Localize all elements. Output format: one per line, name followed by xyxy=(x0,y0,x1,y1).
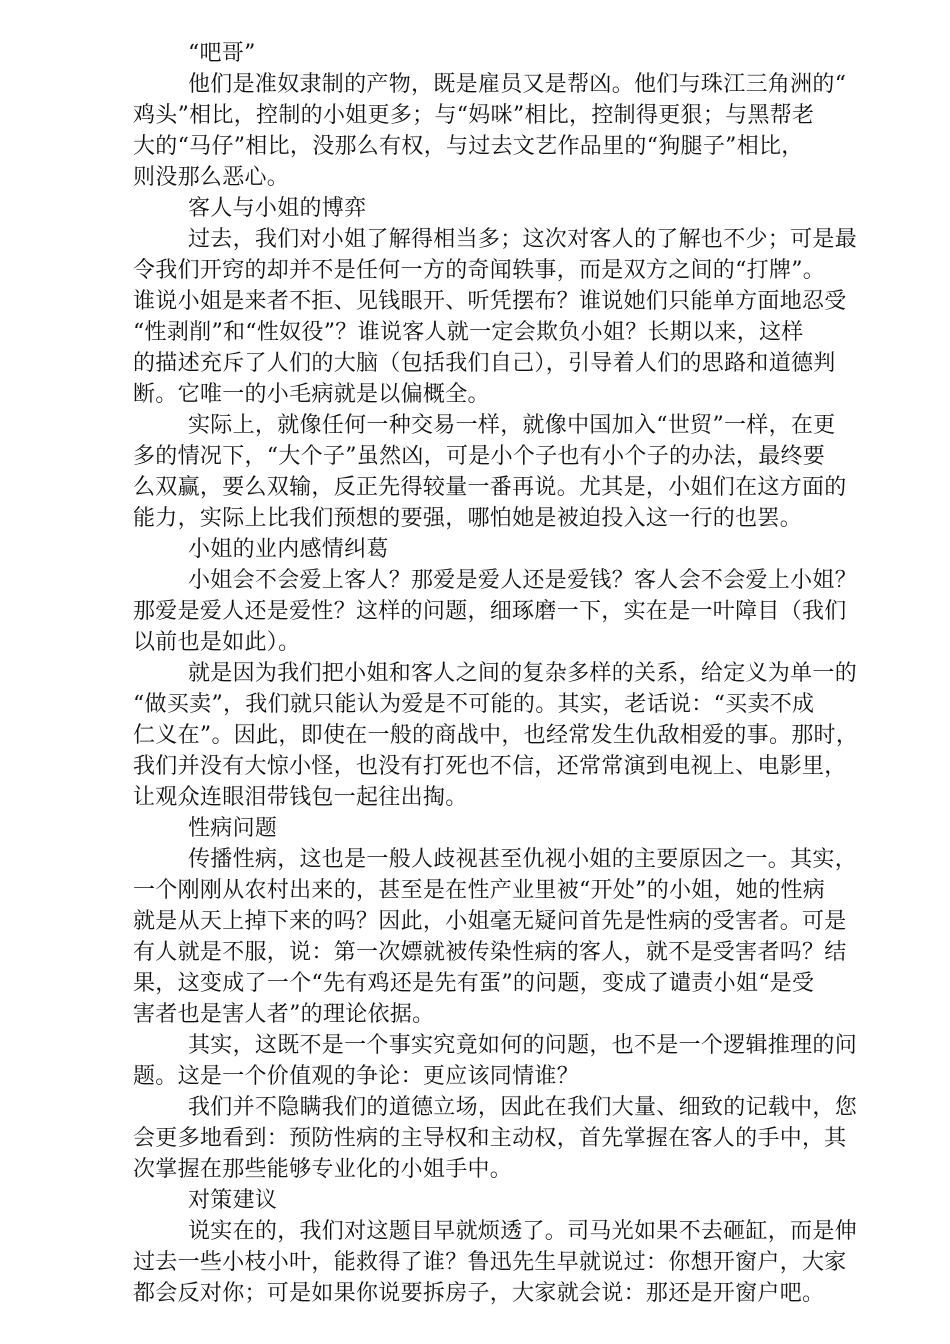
section-heading: “吧哥” xyxy=(188,41,256,66)
text-line: 断。它唯一的小毛病就是以偏概全。 xyxy=(133,382,490,407)
text-line: 就是因为我们把小姐和客人之间的复杂多样的关系，给定义为单一的 xyxy=(188,661,858,686)
text-line: 以前也是如此）。 xyxy=(133,630,301,655)
text-line: 传播性病，这也是一般人歧视甚至仇视小姐的主要原因之一。其实， xyxy=(188,847,858,872)
text-line: 有人就是不服，说：第一次嫖就被传染性病的客人，就不是受害者吗？结 xyxy=(133,940,847,965)
text-line: 令我们开窍的却并不是任何一方的奇闻轶事，而是双方之间的“打牌”。 xyxy=(133,258,826,283)
text-line: 题。这是一个价值观的争论：更应该同情谁？ xyxy=(133,1064,580,1089)
text-line: 会更多地看到：预防性病的主导权和主动权，首先掌握在客人的手中，其 xyxy=(133,1126,847,1151)
text-line: 害者也是害人者”的理论依据。 xyxy=(133,1002,435,1027)
text-line: 一个刚刚从农村出来的，甚至是在性产业里被“开处”的小姐，她的性病 xyxy=(133,878,826,903)
text-line: 仁义在”。因此，即使在一般的商战中，也经常发生仇敌相爱的事。那时， xyxy=(133,723,859,748)
text-line: 那爱是爱人还是爱性？这样的问题，细琢磨一下，实在是一叶障目（我们 xyxy=(133,599,847,624)
text-line: 小姐会不会爱上客人？那爱是爱人还是爱钱？客人会不会爱上小姐？ xyxy=(188,568,858,593)
text-line: 让观众连眼泪带钱包一起往出掏。 xyxy=(133,785,468,810)
section-heading: 性病问题 xyxy=(188,816,278,841)
text-line: 谁说小姐是来者不拒、见钱眼开、听凭摆布？谁说她们只能单方面地忍受 xyxy=(133,289,847,314)
text-line: 说实在的，我们对这题目早就烦透了。司马光如果不去砸缸，而是伸 xyxy=(188,1219,858,1244)
text-line: 我们并不隐瞒我们的道德立场，因此在我们大量、细致的记载中，您 xyxy=(188,1095,858,1120)
text-line: 能力，实际上比我们预想的要强，哪怕她是被迫投入这一行的也罢。 xyxy=(133,506,803,531)
text-line: 的描述充斥了人们的大脑（包括我们自己），引导着人们的思路和道德判 xyxy=(133,351,836,376)
section-heading: 对策建议 xyxy=(188,1188,278,1213)
text-line: 鸡头”相比，控制的小姐更多；与“妈咪”相比，控制得更狠；与黑帮老 xyxy=(133,103,815,128)
text-line: 次掌握在那些能够专业化的小姐手中。 xyxy=(133,1157,513,1182)
text-line: 大的“马仔”相比，没那么有权，与过去文艺作品里的“狗腿子”相比， xyxy=(133,134,804,159)
text-line: 都会反对你；可是如果你说要拆房子，大家就会说：那还是开窗户吧。 xyxy=(133,1281,825,1306)
text-line: “做买卖”，我们就只能认为爱是不可能的。其实，老话说：“买卖不成 xyxy=(133,692,815,717)
text-line: 多的情况下，“大个子”虽然凶，可是小个子也有小个子的办法，最终要 xyxy=(133,444,826,469)
text-line: 过去一些小枝小叶，能救得了谁？鲁迅先生早就说过：你想开窗户，大家 xyxy=(133,1250,847,1275)
text-line: 就是从天上掉下来的吗？因此，小姐毫无疑问首先是性病的受害者。可是 xyxy=(133,909,847,934)
document-page xyxy=(133,38,865,1309)
text-line: 过去，我们对小姐了解得相当多；这次对客人的了解也不少；可是最 xyxy=(188,227,858,252)
text-line: 实际上，就像任何一种交易一样，就像中国加入“世贸”一样，在更 xyxy=(188,413,836,438)
text-line: 其实，这既不是一个事实究竟如何的问题，也不是一个逻辑推理的问 xyxy=(188,1033,858,1058)
text-line: “性剥削”和“性奴役”？谁说客人就一定会欺负小姐？长期以来，这样 xyxy=(133,320,804,345)
text-line: 果，这变成了一个“先有鸡还是先有蛋”的问题，变成了谴责小姐“是受 xyxy=(133,971,815,996)
section-heading: 小姐的业内感情纠葛 xyxy=(188,537,389,562)
section-heading: 客人与小姐的博弈 xyxy=(188,196,367,221)
text-line: 他们是准奴隶制的产物，既是雇员又是帮凶。他们与珠江三角洲的“ xyxy=(188,72,847,97)
text-line: 么双赢，要么双输，反正先得较量一番再说。尤其是，小姐们在这方面的 xyxy=(133,475,847,500)
text-line: 我们并没有大惊小怪，也没有打死也不信，还常常演到电视上、电影里， xyxy=(133,754,847,779)
text-line: 则没那么恶心。 xyxy=(133,165,290,190)
